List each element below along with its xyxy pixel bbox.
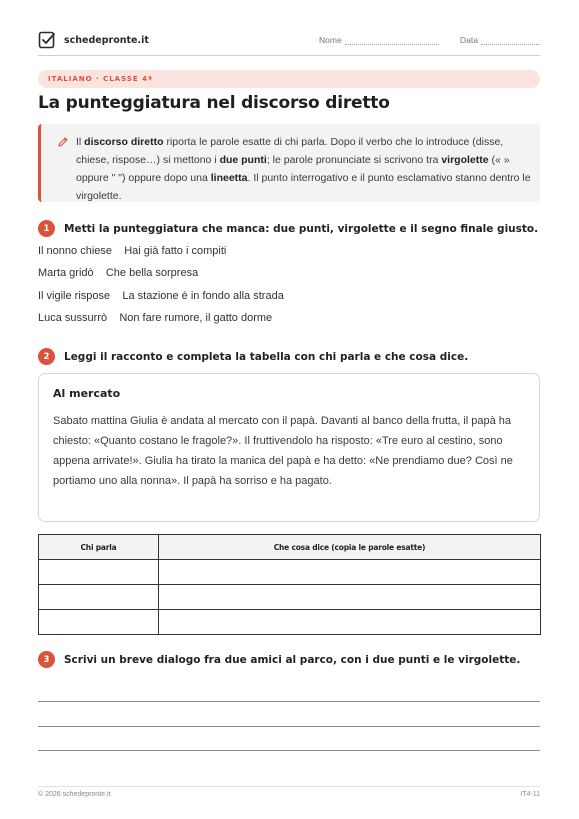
column-header-quote: Che cosa dice (copia le parole esatte)	[159, 535, 541, 560]
site-name: schedepronte.it	[64, 34, 149, 46]
exercise-3-heading	[38, 651, 520, 668]
quote-cell[interactable]	[159, 610, 541, 635]
term-lineetta: lineetta	[210, 172, 248, 184]
exercise-1-line[interactable]: Marta gridò Che bella sorpresa	[38, 267, 199, 279]
checkbox-document-icon	[38, 31, 56, 49]
exercise-2-heading	[38, 348, 468, 365]
rule-text: Il discorso diretto riporta le parole esatte di chi parla. Dopo il verbo che lo introduce (disse, chiese, rispose…) si mettono i due punti; le parole pronunciate si scrivono tra virgolette (« » oppure " ") oppure dopo una lineetta. Il punto interrogativo e il punto esclamativo stanno dentro le virgolette.	[76, 136, 531, 202]
quote-cell[interactable]	[159, 585, 541, 610]
term-due-punti: due punti	[219, 154, 267, 166]
speaker-cell[interactable]	[39, 610, 159, 635]
writing-line[interactable]	[38, 750, 540, 751]
speaker-cell[interactable]	[39, 585, 159, 610]
exercise-number-badge: 2	[38, 348, 55, 365]
date-label: Data	[460, 35, 478, 45]
term-discorso-diretto: discorso diretto	[84, 136, 164, 148]
writing-line[interactable]	[38, 726, 540, 727]
table-row	[39, 610, 541, 635]
name-blank[interactable]	[345, 36, 439, 45]
exercise-1-line[interactable]: Il nonno chiese Hai già fatto i compiti	[38, 245, 227, 257]
worksheet-code: IT4-11	[520, 791, 540, 798]
name-label: Nome	[319, 35, 342, 45]
subject-label: ITALIANO · CLASSE 4ª	[48, 75, 153, 83]
story-title: Al mercato	[53, 387, 121, 400]
page-title: La punteggiatura nel discorso diretto	[38, 93, 390, 113]
table-row	[39, 585, 541, 610]
story-text: Sabato mattina Giulia è andata al mercato con il papà. Davanti al banco della frutta, il papà ha chiesto: «Quanto costano le fragole?». Il fruttivendolo ha risposto: «Tre euro al cestino, sono appena arrivate!». Giulia ha tirato la manica del papà e ha detto: «Ne prendiamo due? Così ne portiamo uno alla nonna». Il papà ha sorriso e ha pagato.	[53, 415, 513, 487]
speaker-cell[interactable]	[39, 560, 159, 585]
quote-cell[interactable]	[159, 560, 541, 585]
pencil-icon	[57, 136, 69, 148]
subject-banner	[38, 70, 540, 88]
rule-box	[38, 124, 540, 202]
exercise-3-title: Scrivi un breve dialogo fra due amici al parco, con i due punti e le virgolette.	[64, 653, 521, 666]
exercise-1-line[interactable]: Luca sussurrò Non fare rumore, il gatto dorme	[38, 312, 273, 324]
site-logo	[38, 30, 149, 50]
copyright-text: © 2026 schedepronte.it	[38, 791, 111, 798]
writing-line[interactable]	[38, 701, 540, 702]
exercise-1-line[interactable]: Il vigile rispose La stazione è in fondo alla strada	[38, 290, 284, 302]
date-blank[interactable]	[481, 36, 539, 45]
exercise-1-title: Metti la punteggiatura che manca: due punti, virgolette e il segno finale giusto.	[64, 222, 539, 235]
term-virgolette: virgolette	[441, 154, 489, 166]
exercise-1-heading	[38, 220, 538, 237]
name-field[interactable]	[319, 35, 439, 45]
page-footer	[38, 786, 540, 798]
exercise-2-title: Leggi il racconto e completa la tabella con chi parla e che cosa dice.	[64, 350, 469, 363]
table-row	[39, 560, 541, 585]
exercise-number-badge: 1	[38, 220, 55, 237]
page-header	[38, 30, 540, 56]
exercise-number-badge: 3	[38, 651, 55, 668]
answer-table	[38, 534, 541, 635]
story-box	[38, 373, 540, 522]
date-field[interactable]	[460, 35, 539, 45]
column-header-speaker: Chi parla	[39, 535, 159, 560]
